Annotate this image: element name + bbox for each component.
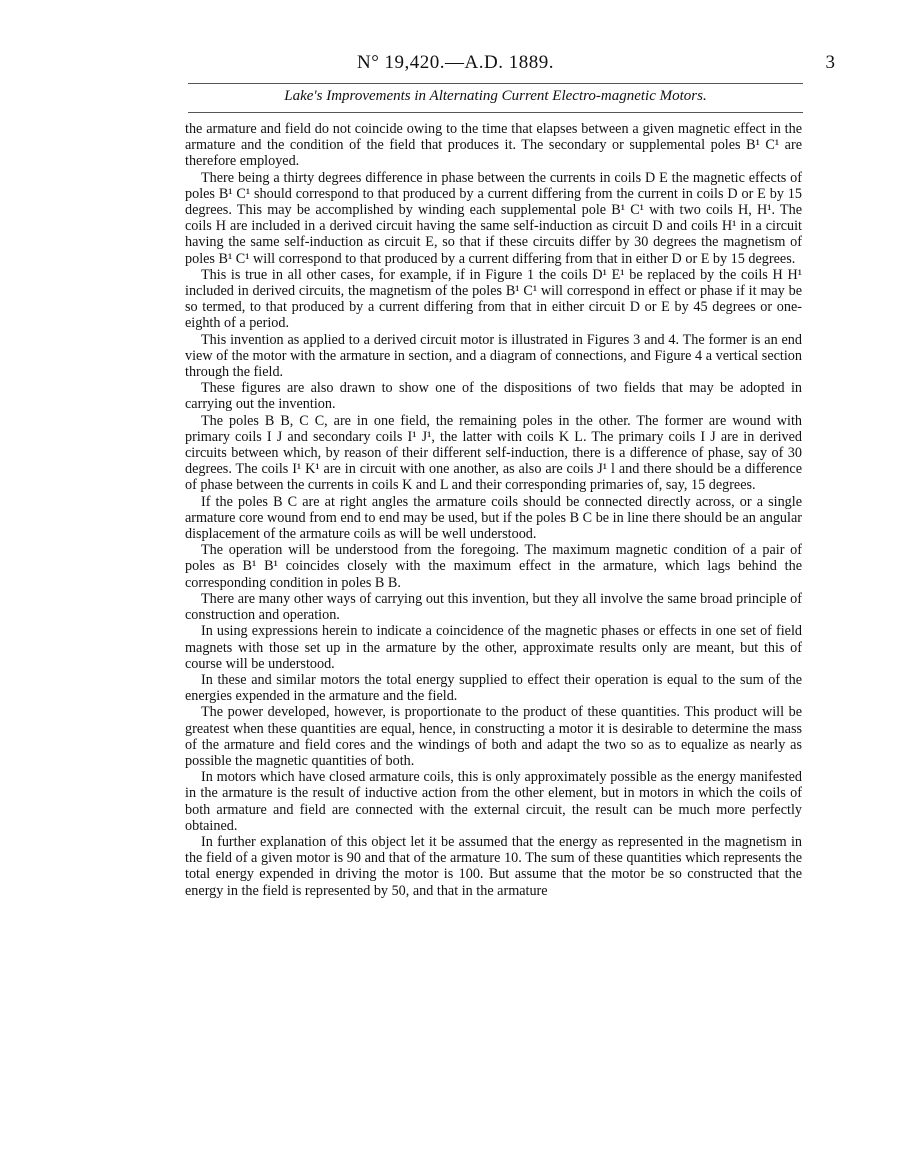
paragraph: This invention as applied to a derived circuit motor is illustrated in Figures 3 and 4. The former is an end view of the motor with the armature in section, and a diagram of connections, and Figure 4 a vertical section through the field. — [185, 331, 802, 381]
paragraph: In these and similar motors the total energy supplied to effect their operation is equal to the sum of the energies expended in the armature and the field. — [185, 671, 802, 705]
paragraph: The operation will be understood from the foregoing. The maximum magnetic condition of a pair of poles as B¹ B¹ coincides closely with the maximum effect in the armature, which lags behind the corresponding condition in poles B B. — [185, 542, 802, 591]
header-rule-bottom — [188, 112, 803, 113]
paragraph: These figures are also drawn to show one of the dispositions of two fields that may be adopted in carrying out the invention. — [185, 380, 802, 413]
paragraph: In using expressions herein to indicate a coincidence of the magnetic phases or effects in one set of field magnets with those set up in the armature by the other, approximate results only are meant, but this of course will be understood. — [185, 623, 802, 672]
header-rule-top — [188, 83, 803, 84]
paragraph: In motors which have closed armature coils, this is only approximately possible as the energy manifested in the armature is the result of inductive action from the other element, but in motors in which the coils of both armature and field are connected with the external circuit, the result can be much more perfectly obtained. — [185, 769, 802, 834]
paragraph: the armature and field do not coincide owing to the time that elapses between a given magnetic effect in the armature and the condition of the field that produces it. The secondary or supplemental poles B¹ C¹ are therefore employed. — [185, 121, 802, 170]
paragraph: There are many other ways of carrying out this invention, but they all involve the same broad principle of construction and operation. — [185, 590, 802, 624]
paragraph: In further explanation of this object let it be assumed that the energy as represented in the magnetism in the field of a given motor is 90 and that of the armature 10. The sum of these quantities which represents the total energy expended in driving the motor is 100. But assume that the motor be so constructed that the energy in the field is represented by 50, and that in the armature — [185, 833, 802, 899]
page-number: 3 — [825, 52, 835, 73]
body-text — [185, 121, 802, 899]
paragraph: There being a thirty degrees difference in phase between the currents in coils D E the magnetic effects of poles B¹ C¹ should correspond to that produced by a current differing from the current in coils D or E by 15 degrees. This may be accomplished by winding each supplemental pole B¹ C¹ with two coils H, H¹. The coils H are included in a derived circuit having the same self-induction as circuit D and coils H¹ in a circuit having the same self-induction as circuit E, so that if these circuits differ by 30 degrees the magnetism of poles B¹ C¹ will correspond to that produced by a current differing from that in either D or E by 15 degrees. — [185, 169, 802, 267]
paragraph: The power developed, however, is proportionate to the product of these quantities. This product will be greatest when these quantities are equal, hence, in constructing a motor it is desirable to determine the mass of the armature and field cores and the windings of both and adapt the two so as to equalize as nearly as possible the magnetic quantities of both. — [185, 704, 802, 769]
patent-number-title: N° 19,420.—A.D. 1889. — [356, 52, 554, 73]
paragraph: The poles B B, C C, are in one field, the remaining poles in the other. The former are wound with primary coils I J and secondary coils I¹ J¹, the latter with coils K L. The primary coils I J are in derived circuits between which, by reason of their different self-induction, there is a difference of phase, say of 30 degrees. The coils I¹ K¹ are in circuit with one another, as also are coils J¹ l and there should be a difference of phase between the currents in coils K and L and their corresponding primaries of, say, 15 degrees. — [185, 412, 802, 494]
paragraph: This is true in all other cases, for example, if in Figure 1 the coils D¹ E¹ be replaced by the coils H H¹ included in derived circuits, the magnetism of the poles B¹ C¹ will correspond in effect or phase if it may be so termed, to that produced by a current differing from that in either circuit D or E by 45 degrees or one-eighth of a period. — [185, 266, 802, 332]
paragraph: If the poles B C are at right angles the armature coils should be connected directly across, or a single armature core wound from end to end may be used, but if the poles B C be in line there should be an angular displacement of the armature coils as will be well understood. — [185, 493, 802, 543]
running-title: Lake's Improvements in Alternating Current Electro-magnetic Motors. — [284, 88, 707, 104]
